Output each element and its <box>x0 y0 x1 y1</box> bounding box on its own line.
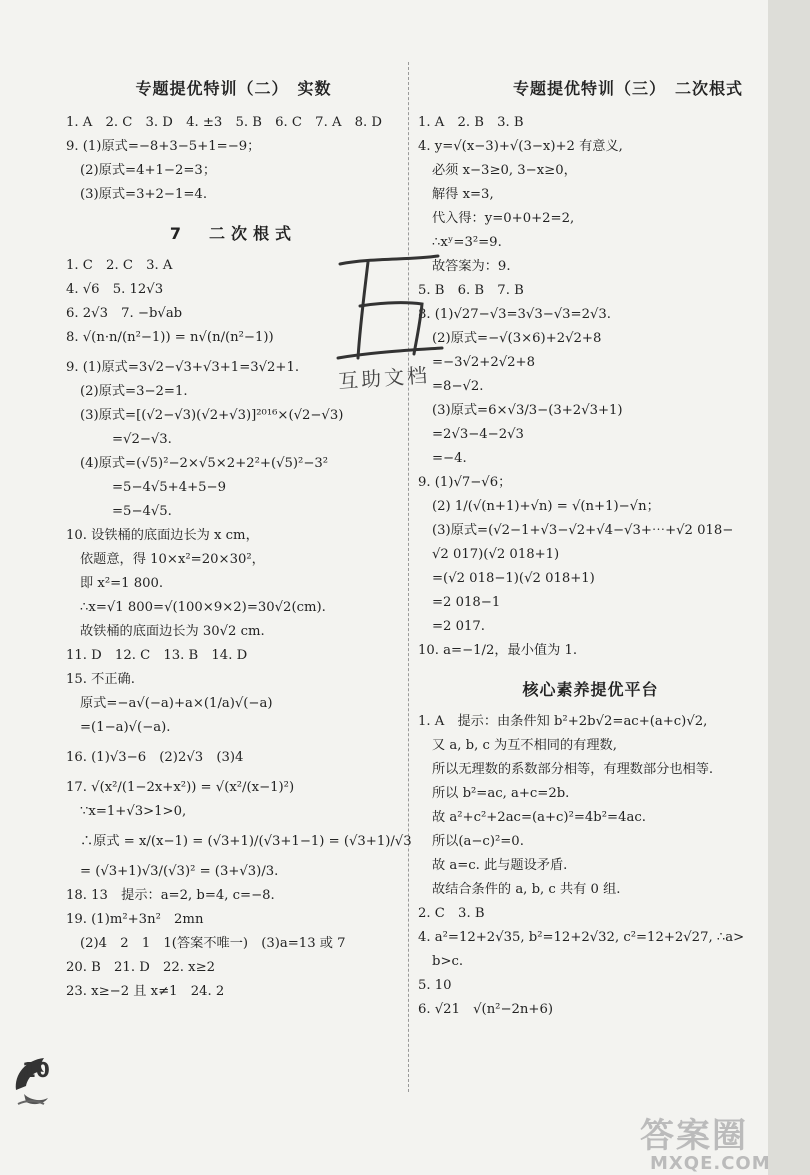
answer-line: 4. √6 5. 12√3 <box>66 282 164 297</box>
answer-line: 19. (1)m²+3n² 2mn <box>66 912 204 927</box>
answer-line: 故结合条件的 a, b, c 共有 0 组. <box>432 882 621 897</box>
answer-line: =2√3−4−2√3 <box>432 427 524 442</box>
answer-line: 8. √(n·n/(n²−1)) = n√(n/(n²−1)) <box>66 330 274 345</box>
answer-line: (3)原式=6×√3/3−(3+2√3+1) <box>432 403 623 418</box>
answer-line: (3)原式=3+2−1=4. <box>80 187 208 202</box>
answer-line: =2 018−1 <box>432 595 501 610</box>
answer-line: = (√3+1)√3/(√3)² = (3+√3)/3. <box>80 864 279 879</box>
column-divider <box>408 62 409 1092</box>
answer-line: =5−4√5+4+5−9 <box>112 480 226 495</box>
answer-line: 故 a=c. 此与题设矛盾. <box>432 858 568 873</box>
answer-line: 即 x²=1 800. <box>80 576 164 591</box>
answer-line: (2)4 2 1 1(答案不唯一) (3)a=13 或 7 <box>80 936 346 951</box>
answer-line: 1. A 提示：由条件知 b²+2b√2=ac+(a+c)√2, <box>418 714 708 729</box>
page-number: 10 <box>22 1058 50 1082</box>
stamp-text: 互助文档 <box>337 362 431 394</box>
right-heading: 专题提优特训（三） 二次根式 <box>512 79 743 98</box>
answer-line: 2. C 3. B <box>418 906 485 921</box>
answer-line: 故铁桶的底面边长为 30√2 cm. <box>80 624 265 639</box>
answer-line: 5. 10 <box>418 978 452 993</box>
answer-line: (2)原式=3−2=1. <box>80 384 188 399</box>
answer-line: 6. 2√3 7. −b√ab <box>66 306 183 321</box>
answer-line: 9. (1)√7−√6； <box>418 475 512 490</box>
answer-line: 4. y=√(x−3)+√(3−x)+2 有意义, <box>418 139 623 154</box>
answer-line: 4. a²=12+2√35, b²=12+2√32, c²=12+2√27, ∴a> <box>418 930 745 945</box>
answer-line: √2 017)(√2 018+1) <box>432 547 560 562</box>
answer-line: ∵x=1+√3>1>0, <box>80 804 187 819</box>
answer-line: =5−4√5. <box>112 504 172 519</box>
answer-line: 10. a=−1/2，最小值为 1. <box>418 643 578 658</box>
answer-line: (3)原式=[(√2−√3)(√2+√3)]²⁰¹⁶×(√2−√3) <box>80 408 344 423</box>
answer-line: 10. 设铁桶的底面边长为 x cm， <box>66 528 259 543</box>
answer-line: 必须 x−3≥0, 3−x≥0， <box>432 163 577 178</box>
answer-line: 原式=−a√(−a)+a×(1/a)√(−a) <box>80 696 273 711</box>
left-block1 <box>66 111 401 207</box>
answer-line: 15. 不正确. <box>66 672 135 687</box>
answer-line: 故答案为：9. <box>432 259 511 274</box>
right-section-title: 核心素养提优平台 <box>522 680 659 699</box>
answer-line: =−3√2+2√2+8 <box>432 355 535 370</box>
answer-line: 9. (1)原式=3√2−√3+√3+1=3√2+1. <box>66 360 300 375</box>
left-heading: 专题提优特训（二） 实数 <box>135 79 332 98</box>
answer-line: 8. (1)√27−√3=3√3−√3=2√3. <box>418 307 611 322</box>
answer-line: 20. B 21. D 22. x≥2 <box>66 960 216 975</box>
answer-line: =2 017. <box>432 619 485 634</box>
answer-line: (2) 1/(√(n+1)+√n) = √(n+1)−√n； <box>432 499 660 514</box>
answer-line: 代入得：y=0+0+2=2, <box>432 211 575 226</box>
answer-line: 解得 x=3, <box>432 187 494 202</box>
answer-line: ∴x=√1 800=√(100×9×2)=30√2(cm). <box>80 600 326 615</box>
answer-line: 6. √21 √(n²−2n+6) <box>418 1002 553 1017</box>
right-block1 <box>418 111 763 663</box>
answer-line: 23. x≥−2 且 x≠1 24. 2 <box>66 984 225 999</box>
answer-line: 16. (1)√3−6 (2)2√3 (3)4 <box>66 750 244 765</box>
answer-line: ∴原式 = x/(x−1) = (√3+1)/(√3+1−1) = (√3+1)/√3 <box>80 834 412 849</box>
watermark-logo-text: 答案圈 <box>640 1116 748 1156</box>
answer-line: 1. C 2. C 3. A <box>66 258 173 273</box>
answer-line: =(√2 018−1)(√2 018+1) <box>432 571 595 586</box>
watermark-url: MXQE.COM <box>650 1153 771 1174</box>
right-block2 <box>418 710 763 1022</box>
answer-line: =8−√2. <box>432 379 484 394</box>
answer-line: 所以无理数的系数部分相等，有理数部分也相等. <box>432 762 714 777</box>
answer-line: 又 a, b, c 为互不相同的有理数, <box>432 738 617 753</box>
answer-line: 依题意，得 10×x²=20×30²， <box>80 552 265 567</box>
answer-line: =−4. <box>432 451 467 466</box>
answer-line: 故 a²+c²+2ac=(a+c)²=4b²=4ac. <box>432 810 646 825</box>
left-section-title: 7 二次根式 <box>169 224 298 243</box>
page-gutter <box>768 0 810 1175</box>
answer-line: 17. √(x²/(1−2x+x²)) = √(x²/(x−1)²) <box>66 780 295 795</box>
left-column <box>66 70 412 1004</box>
answer-line: 所以 b²=ac, a+c=2b. <box>432 786 570 801</box>
answer-line: (2)原式=4+1−2=3； <box>80 163 217 178</box>
answer-line: 18. 13 提示：a=2, b=4, c=−8. <box>66 888 275 903</box>
answer-line: b>c. <box>432 954 464 969</box>
answer-line: (3)原式=(√2−1+√3−√2+√4−√3+⋯+√2 018− <box>432 523 734 538</box>
site-watermark <box>640 1108 771 1174</box>
answer-line: =(1−a)√(−a). <box>80 720 171 735</box>
right-column <box>418 70 763 1022</box>
answer-line: (4)原式=(√5)²−2×√5×2+2²+(√5)²−3² <box>80 456 329 471</box>
answer-line: 9. (1)原式=−8+3−5+1=−9； <box>66 139 261 154</box>
answer-line: ∴xʸ=3²=9. <box>432 235 502 250</box>
answer-line: 1. A 2. C 3. D 4. ±3 5. B 6. C 7. A 8. D <box>66 115 383 130</box>
answer-line: 5. B 6. B 7. B <box>418 283 524 298</box>
answer-line: 11. D 12. C 13. B 14. D <box>66 648 248 663</box>
answer-line: =√2−√3. <box>112 432 172 447</box>
answer-line: 所以(a−c)²=0. <box>432 834 524 849</box>
answer-line: (2)原式=−√(3×6)+2√2+8 <box>432 331 602 346</box>
answer-line: 1. A 2. B 3. B <box>418 115 524 130</box>
